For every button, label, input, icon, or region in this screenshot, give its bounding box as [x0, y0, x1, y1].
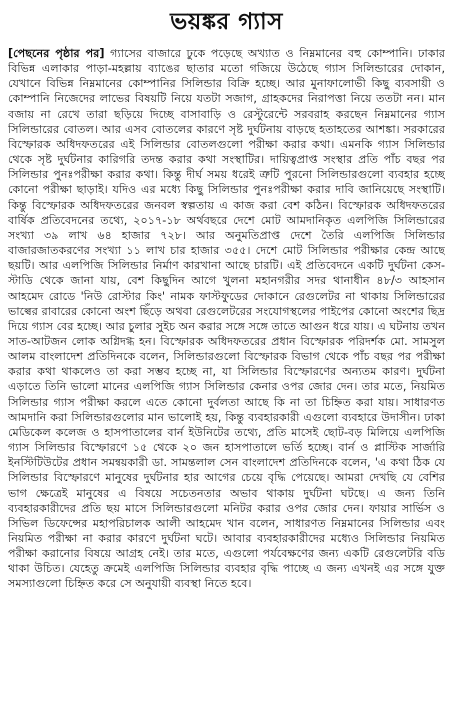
headline: ভয়ঙ্কর গ্যাস — [170, 9, 283, 35]
continuation-kicker: [পেছনের পৃষ্ঠার পর] — [8, 47, 105, 60]
article-text: গ্যাসের বাজারে ঢুকে পড়েছে অখ্যাত ও নিম্নমানের বহু কোম্পানি। ঢাকার বিভিন্ন এলাকার পাড়া-মহল্লায় ব্যাঙের ছাতার মতো গজিয়ে উঠেছে গ্যাস সিলিন্ডারের দোকান, যেখানে বিভিন্ন নিম্নমানের কোম্পানির সিলিন্ডার বিক্রি হচ্ছে। আর মুনাফালোভী কিছু ব্যবসায়ী ও কোম্পানি নিজেদের লাভের বিষয়টি নিয়ে যতটা সজাগ, গ্রাহকদের নিরাপত্তা নিয়ে ততটা নন। মান বজায় না রেখে তারা ছড়িয়ে দিচ্ছে বাসাবাড়ি ও রেস্টুরেন্টে সরবরাহ করছেন নিম্নমানের গ্যাস সিলিন্ডারের বোতল। আর এসব বোতলের কারণে সৃষ্ট দুর্ঘটনায় বাড়ছে হতাহতের আশঙ্কা। সরকারের বিস্ফোরক অধিদফতরের এই সিলিন্ডার বোতলগুলো পরীক্ষা করার কথা। এমনকি গ্যাস সিলিন্ডার থেকে সৃষ্ট দুর্ঘটনার কারিগরি তদন্ত করার কথা সংস্থাটির। দায়িত্বপ্রাপ্ত সংস্থার প্রতি পাঁচ বছর পর সিলিন্ডার পুনঃপরীক্ষা করার কথা। কিন্তু দীর্ঘ সময় ধরেই ত্রুটি পুরনো সিলিন্ডারগুলো ব্যবহার হচ্ছে কোনো পরীক্ষা ছাড়াই। যদিও এর মধ্যে কিছু সিলিন্ডার পুনঃপরীক্ষা করার দাবি জানিয়েছে সংস্থাটি। কিন্তু বিস্ফোরক অধিদফতরের জনবল স্বল্পতায় এ কাজ করা বেশ কঠিন। বিস্ফোরক অধিদফতরের বার্ষিক প্রতিবেদনের তথ্যে, ২০১৭-১৮ অর্থবছরে দেশে মোট আমদানিকৃত এলপিজি সিলিন্ডারের সংখ্যা ৩৯ লাখ ৬৪ হাজার ৭২৮। আর অনুমতিপ্রাপ্ত দেশে তৈরি এলপিজি সিলিন্ডার বাজারজাতকরণের সংখ্যা ১১ লাখ চার হাজার ৩৫৫। দেশে মোট সিলিন্ডার পরীক্ষার কেন্দ্র আছে ছয়টি। আর এলপিজি সিলিন্ডার নির্মাণ কারখানা আছে চারটি। এই প্রতিবেদনে একটি দুর্ঘটনা কেস-স্টাডি থেকে জানা যায়, বেশ কিছুদিন আগে খুলনা মহানগরীর সদর থানাধীন ৪৮/৩ আহসান আহমেদ রোডে 'নিউ রোস্টার কিং' নামক ফাস্টফুডের দোকানে রেগুলেটর না থাকায় সিলিন্ডারের ভাল্বের রাবারের কোনো অংশ ছিঁড়ে অথবা রেগুলেটরের সংযোগস্থলের পাইপের কোনো অংশের ছিদ্র দিয়ে গ্যাস বের হচ্ছে। আর চুলার সুইচ অন করার সঙ্গে সঙ্গে তাতে আগুন ধরে যায়। এ ঘটনায় তখন সাত-আটজন লোক অগ্নিদগ্ধ হন। বিস্ফোরক অধিদফতরের প্রধান বিস্ফোরক পরিদর্শক মো. সামসুল আলম বাংলাদেশ প্রতিদিনকে বলেন, সিলিন্ডারগুলো বিস্ফোরক বিভাগ থেকে পাঁচ বছর পর পরীক্ষা করার কথা থাকলেও তা করা সম্ভব হচ্ছে না, যা সিলিন্ডার বিস্ফোরণের অন্যতম কারণ। দুর্ঘটনা এড়াতে তিনি ভালো মানের এলপিজি গ্যাস সিলিন্ডার কেনার ওপর জোর দেন। তার মতে, নিয়মিত সিলিন্ডার গ্যাস পরীক্ষা করলে এতে কোনো দুর্বলতা আছে কি না তা চিহ্নিত করা যায়। সাধারণত আমদানি করা সিলিন্ডারগুলোর মান ভালোই হয়, কিন্তু ব্যবহারকারী এগুলো ব্যবহারে উদাসীন। ঢাকা মেডিকেল কলেজ ও হাসপাতালের বার্ন ইউনিটের তথ্যে, প্রতি মাসেই ছোট-বড় মিলিয়ে এলপিজি গ্যাস সিলিন্ডার বিস্ফোরণে ১৫ থেকে ২০ জন হাসপাতালে ভর্তি হচ্ছে। বার্ন ও প্লাস্টিক সার্জারি ইনস্টিটিউটের প্রধান সমন্বয়কারী ডা. সামন্তলাল সেন বাংলাদেশ প্রতিদিনকে বলেন, 'এ কথা ঠিক যে সিলিন্ডার বিস্ফোরণে মানুষের দুর্ঘটনার হার আগের চেয়ে বৃদ্ধি পেয়েছে। আমরা দেখছি যে বেশির ভাগ ক্ষেত্রেই মানুষের এ বিষয়ে সচেতনতার অভাব থাকায় দুর্ঘটনা ঘটছে। এ জন্য তিনি ব্যবহারকারীদের প্রতি ছয় মাসে সিলিন্ডারগুলো মনিটর করার ওপর জোর দেন। ফায়ার সার্ভিস ও সিভিল ডিফেন্সের মহাপরিচালক আলী আহমেদ খান বলেন, সাধারণত নিম্নমানের সিলিন্ডার এবং নিয়মিত পরীক্ষা না করার কারণে দুর্ঘটনা ঘটে। আবার ব্যবহারকারীদের মধ্যেও সিলিন্ডার নিয়মিত পরীক্ষা করানোর বিষয়ে আগ্রহ নেই। তার মতে, এগুলো পর্যবেক্ষণের জন্য একটি রেগুলেটরি বডি থাকা উচিত। যেহেতু ক্রমেই এলপিজি সিলিন্ডার ব্যবহার বৃদ্ধি পাচ্ছে এ জন্য এখনই এর সঙ্গে যুক্ত সমস্যাগুলো চিহ্নিত করে সে অনুযায়ী ব্যবস্থা নিতে হবে। — [8, 47, 445, 591]
article-body — [8, 46, 445, 702]
